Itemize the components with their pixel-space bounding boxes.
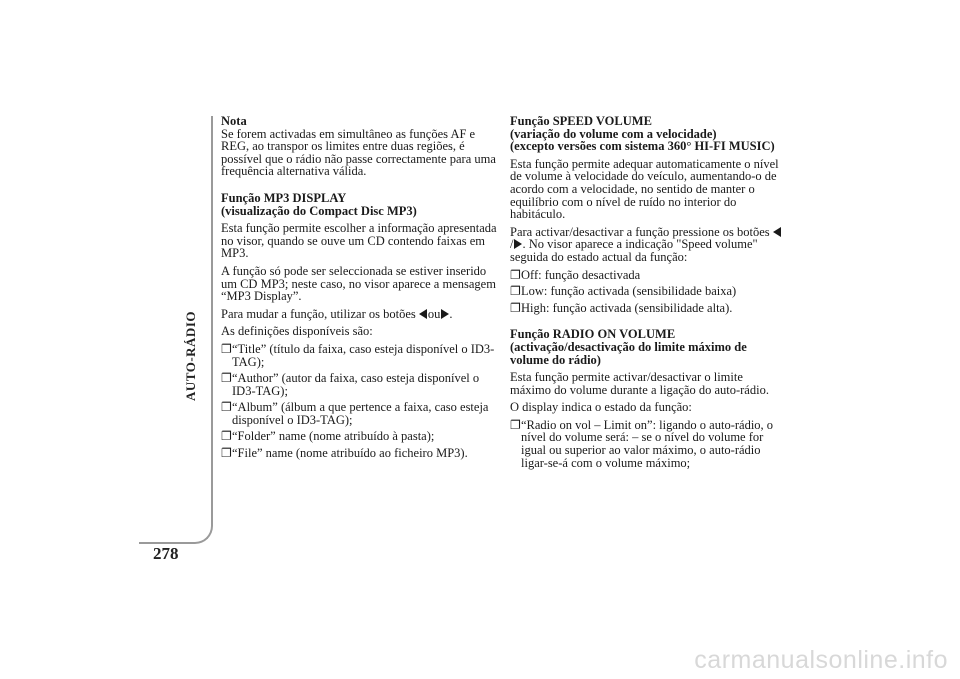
left-arrow-icon — [773, 227, 781, 237]
speed-title-line-1: Função SPEED VOLUME — [510, 114, 652, 128]
radio-options-list — [510, 419, 785, 469]
checkbox-bullet-icon: ❐ — [510, 300, 521, 315]
checkbox-bullet-icon: ❐ — [221, 371, 232, 386]
section-label: AUTO-RÁDIO — [183, 311, 198, 401]
radio-title-line-2: (activação/desactivação do limite máximo de volume do rádio) — [510, 339, 747, 367]
checkbox-bullet-icon: ❐ — [221, 429, 232, 444]
speed-title-line-2: (variação do volume com a velocidade) — [510, 126, 717, 141]
checkbox-bullet-icon: ❐ — [510, 284, 521, 299]
mp3-paragraph-4: As definições disponíveis são: — [221, 324, 373, 339]
speed-paragraph-2 — [510, 226, 785, 264]
mp3-options-list — [221, 343, 501, 460]
speed-options-list — [510, 269, 785, 315]
checkbox-bullet-icon: ❐ — [221, 446, 232, 461]
mp3-title-line-1: Função MP3 DISPLAY — [221, 190, 347, 205]
speed-paragraph-2-post: . No visor aparece a indicação "Speed volume" seguida do estado actual da função: — [510, 237, 758, 264]
speed-title-line-3: (excepto versões com sistema 360° HI-FI MUSIC) — [510, 139, 775, 154]
radio-title-line-1: Função RADIO ON VOLUME — [510, 327, 676, 342]
mp3-paragraph-1: Esta função permite escolher a informação apresentada no visor, quando se ouve um CD contendo faixas em MP3. — [221, 221, 497, 261]
radio-paragraph-2: O display indica o estado da função: — [510, 400, 692, 415]
list-item: ❐ “File” name (nome atribuído ao ficheiro MP3). — [221, 446, 468, 461]
right-column — [510, 115, 785, 474]
watermark: carmanualsonline.info — [694, 646, 948, 674]
list-item: ❐ “Album” (álbum a que pertence a faixa, caso esteja disponível o ID3-TAG); — [221, 400, 489, 427]
mp3-title-line-2: (visualização do Compact Disc MP3) — [221, 203, 417, 218]
list-item: ❐ “Folder” name (nome atribuído à pasta); — [221, 429, 435, 444]
list-item: ❐ Off: função desactivada — [510, 267, 641, 282]
mp3-paragraph-3 — [221, 308, 501, 321]
mp3-paragraph-3-pre: Para mudar a função, utilizar os botões — [221, 306, 416, 321]
note-title: Nota — [221, 114, 247, 128]
note-text: Se forem activadas em simultâneo as funções AF e REG, ao transpor os limites entre duas regiões, é possível que o rádio não passe correctamente para uma frequência alternativa válida. — [221, 126, 496, 179]
radio-paragraph-1: Esta função permite activar/desactivar o limite máximo do volume durante a ligação do auto-rádio. — [510, 370, 769, 397]
checkbox-bullet-icon: ❐ — [510, 267, 521, 282]
list-item: ❐ “Author” (autor da faixa, caso esteja disponível o ID3-TAG); — [221, 371, 480, 398]
checkbox-bullet-icon: ❐ — [510, 417, 521, 432]
list-item: ❐ High: função activada (sensibilidade alta). — [510, 300, 733, 315]
list-item: ❐ “Radio on vol – Limit on”: ligando o auto-rádio, o nível do volume será: – se o nível do volume for igual ou superior ao valor máximo, o auto-rádio ligar-se-á com o volume máximo; — [510, 417, 774, 470]
speed-paragraph-2-sep: / — [510, 237, 514, 252]
list-item: ❐ “Title” (título da faixa, caso esteja disponível o ID3-TAG); — [221, 341, 495, 369]
mp3-paragraph-3-mid: ou — [427, 306, 441, 321]
checkbox-bullet-icon: ❐ — [221, 400, 232, 415]
speed-paragraph-2-pre: Para activar/desactivar a função pressione os botões — [510, 224, 770, 239]
checkbox-bullet-icon: ❐ — [221, 341, 232, 356]
mp3-paragraph-2: A função só pode ser seleccionada se estiver inserido um CD MP3; neste caso, no visor aparece a mensagem “MP3 Display”. — [221, 263, 496, 304]
sidebar-frame — [139, 116, 213, 544]
left-column — [221, 115, 501, 465]
speed-paragraph-1: Esta função permite adequar automaticamente o nível de volume à velocidade do veículo, aumentando-o de acordo com a velocidade, no sentido de manter o equilíbrio com o nível de ruído no interior do habitáculo. — [510, 156, 779, 222]
list-item: ❐ Low: função activada (sensibilidade baixa) — [510, 284, 737, 299]
left-arrow-icon — [419, 309, 427, 319]
mp3-paragraph-3-post: . — [449, 306, 453, 321]
page-number: 278 — [153, 544, 179, 563]
